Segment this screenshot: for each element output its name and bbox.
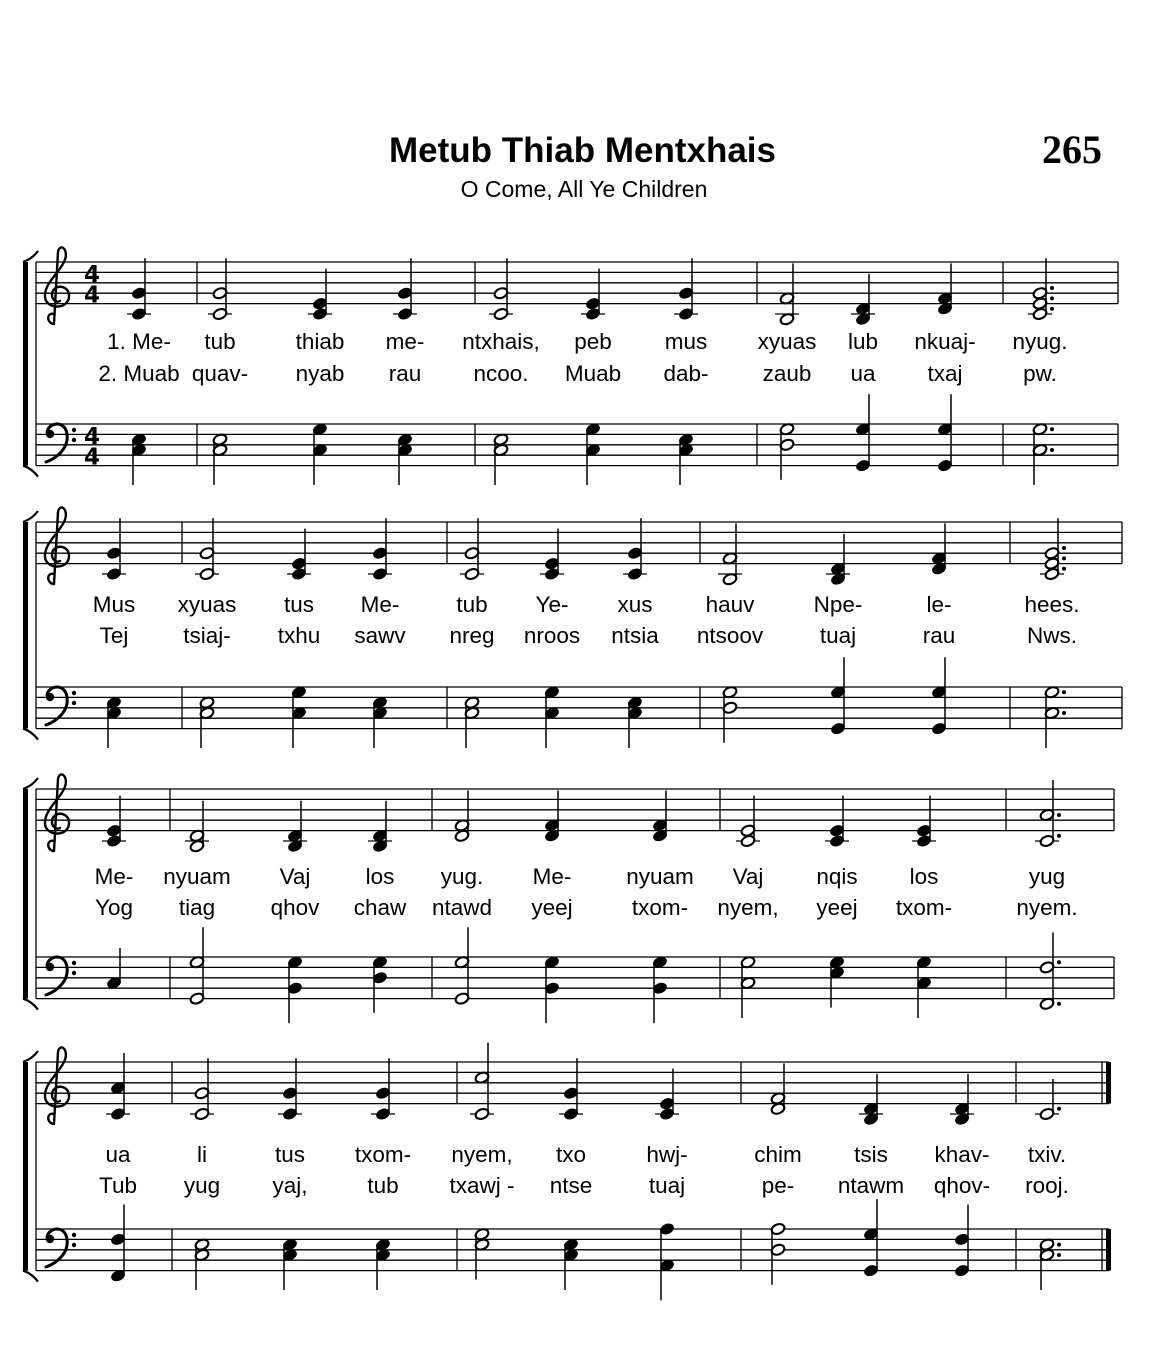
treble-chord bbox=[851, 274, 875, 326]
bass-clef-dot bbox=[46, 963, 54, 971]
lyric-syllable: Tej bbox=[99, 623, 129, 648]
bass-chord bbox=[855, 394, 871, 472]
augmentation-dot bbox=[1057, 1107, 1061, 1111]
lyric-syllable: xus bbox=[617, 592, 653, 617]
treble-chord bbox=[540, 529, 564, 581]
time-signature-bottom: 4 bbox=[83, 282, 101, 309]
bass-chord bbox=[291, 685, 307, 748]
treble-clef-icon bbox=[45, 247, 69, 324]
augmentation-dot bbox=[1062, 690, 1066, 694]
bass-chord bbox=[493, 433, 509, 485]
bass-chord bbox=[779, 422, 795, 479]
lyric-syllable: nyem, bbox=[451, 1142, 513, 1167]
bass-chord bbox=[652, 955, 668, 1023]
time-signature bbox=[84, 262, 100, 309]
lyric-syllable: qhov bbox=[270, 895, 320, 920]
treble-chord bbox=[470, 1043, 494, 1121]
treble-chord bbox=[652, 790, 668, 842]
bass-chord bbox=[916, 955, 932, 1018]
augmentation-dot bbox=[1050, 307, 1054, 311]
lyric-syllable: tsis bbox=[854, 1142, 888, 1167]
bass-chord bbox=[722, 685, 738, 742]
bass-clef-shape bbox=[46, 424, 67, 462]
treble-chord bbox=[581, 269, 605, 321]
bass-staff bbox=[36, 424, 1118, 466]
lyric-syllable: li bbox=[197, 1142, 207, 1167]
bass-chord bbox=[830, 657, 846, 735]
bracket-bottom-hook bbox=[23, 1271, 38, 1282]
treble-clef-icon bbox=[45, 507, 69, 584]
bass-chord bbox=[544, 955, 560, 1023]
treble-chord bbox=[623, 518, 647, 581]
time-signature-top: 4 bbox=[83, 423, 101, 450]
treble-chord bbox=[287, 529, 311, 581]
augmentation-dot bbox=[1062, 546, 1066, 550]
lyric-syllable: Vaj bbox=[279, 864, 311, 889]
treble-chord bbox=[1035, 780, 1061, 848]
treble-chord bbox=[937, 263, 953, 315]
lyric-syllable: tuaj bbox=[648, 1173, 686, 1198]
treble-chord bbox=[454, 790, 470, 842]
treble-chord bbox=[1040, 518, 1066, 581]
lyric-syllable: yug bbox=[1028, 864, 1066, 889]
augmentation-dot bbox=[1062, 711, 1066, 715]
bass-chord bbox=[863, 1199, 879, 1277]
treble-clef-shape bbox=[45, 774, 69, 851]
bass-chord bbox=[287, 955, 303, 1023]
bass-clef-dot bbox=[46, 430, 54, 438]
lyric-syllable: Muab bbox=[564, 361, 622, 386]
treble-chord bbox=[106, 1053, 130, 1121]
bass-chord bbox=[212, 433, 228, 485]
lyric-syllable: yaj, bbox=[272, 1173, 308, 1198]
augmentation-dot bbox=[1050, 296, 1054, 300]
lyric-syllable: tub bbox=[367, 1173, 399, 1198]
treble-chord bbox=[674, 258, 698, 321]
lyric-syllable: xyuas bbox=[757, 329, 817, 354]
bracket-top-hook bbox=[23, 778, 38, 789]
treble-chord bbox=[371, 1058, 395, 1121]
hymn-title: Metub Thiab Mentxhais bbox=[389, 131, 776, 170]
hymn-subtitle: O Come, All Ye Children bbox=[460, 176, 708, 202]
lyric-syllable: tub bbox=[456, 592, 488, 617]
lyric-syllable: txiv. bbox=[1027, 1142, 1067, 1167]
lyric-syllable: Me- bbox=[532, 864, 572, 889]
bass-chord bbox=[544, 685, 560, 748]
augmentation-dot bbox=[1062, 567, 1066, 571]
bass-chord bbox=[585, 422, 601, 485]
treble-chord bbox=[102, 796, 126, 848]
treble-chord bbox=[736, 796, 760, 848]
augmentation-dot bbox=[1057, 1243, 1061, 1247]
lyric-syllable: peb bbox=[574, 329, 612, 354]
treble-chord bbox=[826, 534, 850, 586]
time-signature bbox=[84, 424, 100, 471]
lyric-syllable: xyuas bbox=[177, 592, 237, 617]
bass-clef-dot bbox=[72, 1233, 76, 1237]
treble-chord bbox=[489, 258, 513, 321]
bass-chord bbox=[194, 1238, 210, 1290]
augmentation-dot bbox=[1057, 1002, 1061, 1006]
lyric-syllable: ua bbox=[105, 1142, 131, 1167]
lyric-syllable: dab- bbox=[663, 361, 709, 386]
bass-clef-icon bbox=[46, 957, 76, 995]
hymn-number: 265 bbox=[1042, 127, 1102, 172]
bracket-bar bbox=[23, 1062, 28, 1271]
treble-clef-icon bbox=[45, 774, 69, 851]
treble-chord bbox=[931, 523, 947, 575]
lyric-syllable: qhov- bbox=[933, 1173, 991, 1198]
lyric-syllable: chim bbox=[754, 1142, 802, 1167]
augmentation-dot bbox=[1057, 813, 1061, 817]
lyric-syllable: rau bbox=[922, 623, 956, 648]
lyric-syllable: nqis bbox=[816, 864, 858, 889]
final-barline-thick bbox=[1106, 1229, 1111, 1271]
bracket-bottom-hook bbox=[23, 729, 38, 740]
bass-clef-dot bbox=[46, 693, 54, 701]
lyric-syllable: txawj - bbox=[449, 1173, 515, 1198]
lyric-syllable: yug. bbox=[440, 864, 484, 889]
bass-staff bbox=[36, 687, 1122, 729]
bass-chord bbox=[937, 394, 953, 472]
lyric-syllable: thiab bbox=[295, 329, 345, 354]
treble-chord bbox=[544, 790, 560, 842]
lyric-syllable: ntse bbox=[549, 1173, 593, 1198]
lyric-syllable: ntawm bbox=[837, 1173, 905, 1198]
system-bracket bbox=[23, 251, 38, 477]
treble-chord bbox=[278, 1058, 302, 1121]
system-bracket bbox=[23, 511, 38, 740]
lyric-syllable: ntxhais, bbox=[462, 329, 540, 354]
bass-chord bbox=[931, 657, 947, 735]
lyric-syllable: zaub bbox=[762, 361, 812, 386]
treble-chord bbox=[368, 518, 392, 581]
lyric-syllable: Me- bbox=[94, 864, 134, 889]
augmentation-dot bbox=[1050, 286, 1054, 290]
bass-clef-dot bbox=[72, 971, 76, 975]
lyric-syllable: 1. Me- bbox=[107, 329, 171, 354]
lyric-syllable: pw. bbox=[1023, 361, 1057, 386]
treble-staff bbox=[36, 522, 1122, 564]
lyric-syllable: tub bbox=[204, 329, 236, 354]
bass-chord bbox=[464, 696, 480, 748]
treble-staff bbox=[36, 789, 1114, 831]
bass-chord bbox=[397, 433, 413, 485]
lyric-syllable: tus bbox=[274, 1142, 306, 1167]
lyric-syllable: mus bbox=[664, 329, 708, 354]
lyric-syllable: txhu bbox=[277, 623, 321, 648]
lyric-syllable: txom- bbox=[631, 895, 689, 920]
lyric-syllable: hauv bbox=[705, 592, 755, 617]
treble-clef-icon bbox=[45, 1047, 69, 1124]
lyric-syllable: Vaj bbox=[732, 864, 764, 889]
bass-chord bbox=[770, 1222, 786, 1285]
lyric-syllable: tus bbox=[283, 592, 315, 617]
bass-chord bbox=[372, 955, 388, 1012]
bass-chord bbox=[106, 696, 122, 748]
lyric-syllable: me- bbox=[385, 329, 425, 354]
bass-clef-dot bbox=[72, 438, 76, 442]
bass-clef-shape bbox=[46, 687, 67, 725]
bass-chord bbox=[106, 948, 122, 990]
lyric-syllable: tsiaj- bbox=[183, 623, 231, 648]
lyric-syllable: rooj. bbox=[1025, 1173, 1069, 1198]
bass-chord bbox=[563, 1238, 579, 1290]
final-barline-thick bbox=[1106, 1062, 1111, 1104]
lyric-syllable: Nws. bbox=[1027, 623, 1077, 648]
bass-clef-icon bbox=[46, 1229, 76, 1267]
bass-clef-icon bbox=[46, 424, 76, 462]
treble-chord bbox=[770, 1063, 786, 1115]
treble-chord bbox=[559, 1058, 583, 1121]
lyric-syllable: ntawd bbox=[431, 895, 493, 920]
lyric-syllable: tuaj bbox=[819, 623, 857, 648]
time-signature-bottom: 4 bbox=[83, 444, 101, 471]
treble-chord bbox=[912, 796, 936, 848]
lyric-syllable: Yog bbox=[95, 895, 133, 920]
treble-chord bbox=[283, 801, 307, 853]
augmentation-dot bbox=[1057, 834, 1061, 838]
lyric-syllable: hees. bbox=[1024, 592, 1080, 617]
bass-chord bbox=[189, 927, 205, 1005]
bass-clef-dot bbox=[72, 428, 76, 432]
treble-chord bbox=[859, 1074, 883, 1126]
augmentation-dot bbox=[1050, 448, 1054, 452]
lyric-syllable: nyuam bbox=[626, 864, 694, 889]
treble-chord bbox=[102, 518, 126, 581]
lyric-syllable: pe- bbox=[761, 1173, 795, 1198]
lyric-syllable: khav- bbox=[934, 1142, 990, 1167]
lyric-syllable: rau bbox=[388, 361, 422, 386]
treble-chord bbox=[1028, 258, 1054, 321]
bass-chord bbox=[829, 955, 845, 1007]
lyric-syllable: Tub bbox=[99, 1173, 137, 1198]
lyric-syllable: nyuam bbox=[163, 864, 231, 889]
bass-chord bbox=[454, 927, 470, 1005]
treble-chord bbox=[208, 258, 232, 321]
bass-chord bbox=[678, 433, 694, 485]
augmentation-dot bbox=[1057, 960, 1061, 964]
bracket-top-hook bbox=[23, 251, 38, 262]
lyric-syllable: lub bbox=[847, 329, 879, 354]
bass-clef-shape bbox=[46, 1229, 67, 1267]
bass-chord bbox=[1039, 1238, 1061, 1290]
augmentation-dot bbox=[1050, 427, 1054, 431]
lyric-syllable: yeej bbox=[531, 895, 573, 920]
bass-chord bbox=[627, 696, 643, 748]
lyric-syllable: Npe- bbox=[813, 592, 863, 617]
lyric-syllable: nroos bbox=[523, 623, 581, 648]
lyric-syllable: chaw bbox=[353, 895, 407, 920]
lyric-syllable: txaj bbox=[927, 361, 963, 386]
bracket-bottom-hook bbox=[23, 466, 38, 477]
lyric-syllable: Mus bbox=[92, 592, 136, 617]
treble-chord bbox=[308, 269, 332, 321]
treble-clef-shape bbox=[45, 507, 69, 584]
augmentation-dot bbox=[1062, 556, 1066, 560]
augmentation-dot bbox=[1057, 1253, 1061, 1257]
treble-chord bbox=[185, 801, 209, 853]
lyric-syllable: txom- bbox=[895, 895, 953, 920]
lyric-syllable: quav- bbox=[191, 361, 249, 386]
lyric-syllable: nreg bbox=[449, 623, 495, 648]
treble-chord bbox=[195, 518, 219, 581]
lyric-syllable: txom- bbox=[354, 1142, 412, 1167]
bass-chord bbox=[375, 1238, 391, 1290]
lyric-syllable: yeej bbox=[816, 895, 858, 920]
lyric-syllable: nyab bbox=[295, 361, 345, 386]
system-bracket bbox=[23, 778, 38, 1010]
lyric-syllable: nkuaj- bbox=[914, 329, 976, 354]
bass-chord bbox=[954, 1204, 970, 1277]
bass-chord bbox=[1032, 422, 1054, 485]
treble-chord bbox=[825, 796, 849, 848]
treble-chord bbox=[190, 1058, 214, 1121]
treble-chord bbox=[368, 801, 392, 853]
treble-staff bbox=[36, 262, 1118, 304]
lyric-syllable: Ye- bbox=[535, 592, 569, 617]
system-bracket bbox=[23, 1051, 38, 1282]
bass-clef-shape bbox=[46, 957, 67, 995]
bass-clef-dot bbox=[72, 691, 76, 695]
lyric-syllable: sawv bbox=[354, 623, 406, 648]
treble-clef-shape bbox=[45, 247, 69, 324]
lyric-syllable: txo bbox=[555, 1142, 587, 1167]
time-signature-top: 4 bbox=[83, 261, 101, 288]
treble-chord bbox=[460, 518, 484, 581]
bass-clef-dot bbox=[72, 701, 76, 705]
bass-chord bbox=[740, 955, 756, 1018]
bass-chord bbox=[131, 433, 147, 485]
bracket-top-hook bbox=[23, 1051, 38, 1062]
lyric-syllable: los bbox=[365, 864, 395, 889]
treble-chord bbox=[393, 258, 417, 321]
bracket-bar bbox=[23, 522, 28, 729]
bass-chord bbox=[474, 1227, 490, 1279]
lyric-syllable: nyem, bbox=[717, 895, 779, 920]
bracket-bar bbox=[23, 789, 28, 999]
bass-clef-dot bbox=[72, 1243, 76, 1247]
lyric-syllable: le- bbox=[926, 592, 952, 617]
lyric-syllable: los bbox=[909, 864, 939, 889]
bass-chord bbox=[372, 696, 388, 748]
lyric-syllable: tiag bbox=[178, 895, 216, 920]
bass-chord bbox=[199, 696, 215, 748]
lyric-syllable: Me- bbox=[360, 592, 400, 617]
bass-clef-icon bbox=[46, 687, 76, 725]
treble-chord bbox=[655, 1069, 679, 1121]
bracket-bar bbox=[23, 262, 28, 466]
treble-chord bbox=[950, 1074, 974, 1126]
bracket-bottom-hook bbox=[23, 999, 38, 1010]
bass-chord bbox=[1044, 685, 1066, 748]
lyric-syllable: nyem. bbox=[1016, 895, 1078, 920]
bass-chord bbox=[659, 1222, 675, 1300]
lyric-syllable: nyug. bbox=[1012, 329, 1068, 354]
bracket-top-hook bbox=[23, 511, 38, 522]
lyric-syllable: 2. Muab bbox=[98, 361, 180, 386]
treble-chord bbox=[1035, 1079, 1061, 1121]
lyric-syllable: hwj- bbox=[646, 1142, 688, 1167]
treble-clef-shape bbox=[45, 1047, 69, 1124]
lyric-syllable: ncoo. bbox=[473, 361, 529, 386]
lyric-syllable: yug bbox=[183, 1173, 221, 1198]
bass-chord bbox=[312, 422, 328, 485]
lyric-syllable: ua bbox=[850, 361, 876, 386]
treble-chord bbox=[127, 258, 151, 321]
bass-chord bbox=[282, 1238, 298, 1290]
lyric-syllable: ntsoov bbox=[696, 623, 764, 648]
bass-clef-dot bbox=[46, 1235, 54, 1243]
bass-clef-dot bbox=[72, 961, 76, 965]
lyric-syllable: ntsia bbox=[611, 623, 659, 648]
